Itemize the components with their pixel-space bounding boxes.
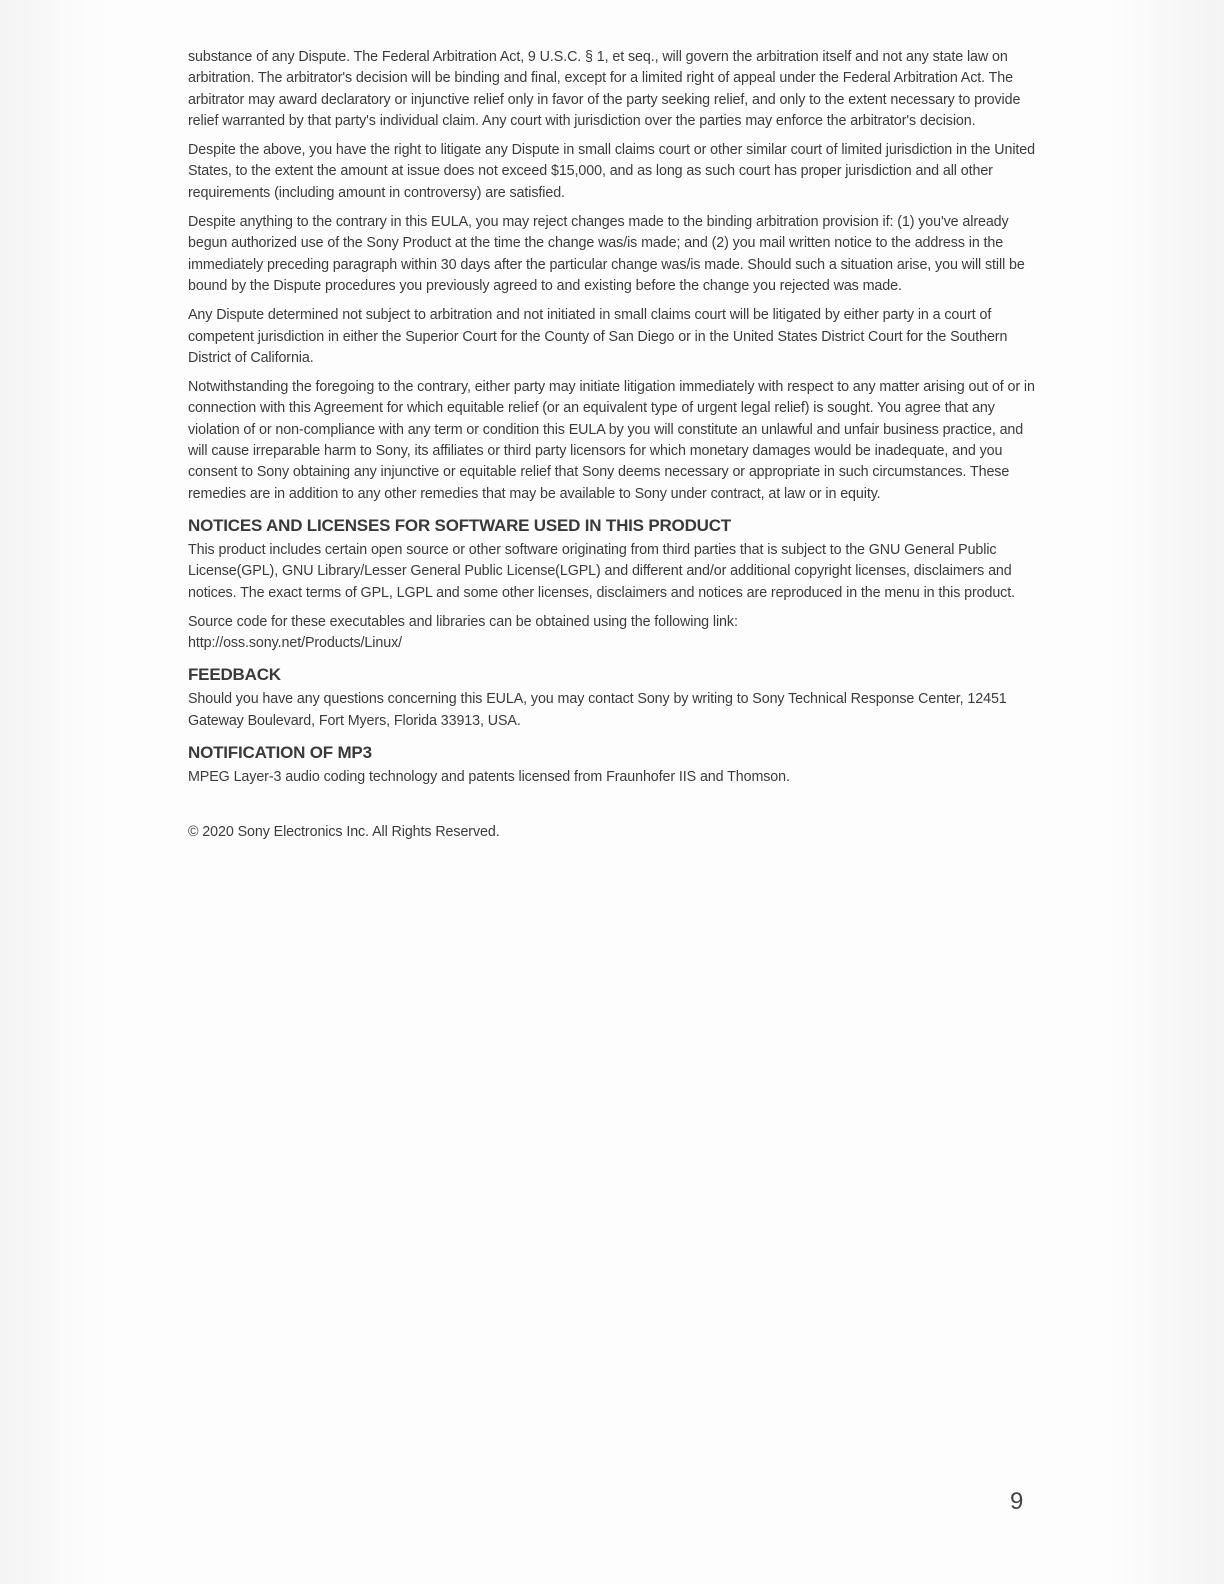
feedback-body: Should you have any questions concerning this EULA, you may contact Sony by writing to Sony Technical Response Center, 12451 Gateway Boulevard, Fort Myers, Florida 33913, USA. [188, 691, 1007, 729]
copyright-notice: © 2020 Sony Electronics Inc. All Rights Reserved. [188, 824, 500, 841]
scan-shadow-right [1106, 0, 1224, 1584]
scan-shadow-left [0, 0, 112, 1584]
source-code-paragraph [188, 612, 1036, 655]
paragraph-reject-changes: Despite anything to the contrary in this EULA, you may reject changes made to the binding arbitration provision if: (1) you've already begun authorized use of the Sony Product at the time the change was/is made; and (2) you mail written notice to the address in the immediately preceding paragraph within 30 days after the particular change was/is made. Should such a situation arise, you will still be bound by the Dispute procedures you previously agreed to and existing before the change you rejected was made. [188, 214, 1025, 294]
paragraph-jurisdiction: Any Dispute determined not subject to arbitration and not initiated in small claims court will be litigated by either party in a court of competent jurisdiction in either the Superior Court for the County of San Diego or in the United States District Court for the Southern District of California. [188, 307, 1008, 366]
paragraph-small-claims: Despite the above, you have the right to litigate any Dispute in small claims court or other similar court of limited jurisdiction in the United States, to the extent the amount at issue does not exceed $15,000, and as long as such court has proper jurisdiction and all other requirements (including amount in controversy) are satisfied. [188, 142, 1035, 201]
paragraph-arbitration-act: substance of any Dispute. The Federal Arbitration Act, 9 U.S.C. § 1, et seq., will govern the arbitration itself and not any state law on arbitration. The arbitrator's decision will be binding and final, except for a limited right of appeal under the Federal Arbitration Act. The arbitrator may award declaratory or injunctive relief only in favor of the party seeking relief, and only to the extent necessary to provide relief warranted by that party's individual claim. Any court with jurisdiction over the parties may enforce the arbitrator's decision. [188, 49, 1021, 129]
notices-body: This product includes certain open source or other software originating from third parties that is subject to the GNU General Public License(GPL), GNU Library/Lesser General Public License(LGPL) and different and/or additional copyright licenses, disclaimers and notices. The exact terms of GPL, LGPL and some other licenses, disclaimers and notices are reproduced in the menu in this product. [188, 541, 1015, 601]
page-content [188, 47, 1036, 852]
mp3-body: MPEG Layer-3 audio coding technology and patents licensed from Fraunhofer IIS and Thomson. [188, 769, 790, 786]
paragraph-equitable-relief: Notwithstanding the foregoing to the contrary, either party may initiate litigation immediately with respect to any matter arising out of or in connection with this Agreement for which equitable relief (or an equivalent type of urgent legal relief) is sought. You agree that any violation of or non-compliance with any term or condition this EULA by you will constitute an unlawful and unfair business practice, and will cause irreparable harm to Sony, its affiliates or third party licensors for which monetary damages would be inadequate, and you consent to Sony obtaining any injunctive or equitable relief that Sony deems necessary or appropriate in such circumstances. These remedies are in addition to any other remedies that may be available to Sony under contract, at law or in equity. [188, 379, 1035, 502]
feedback-heading: FEEDBACK [188, 665, 281, 685]
source-code-text: Source code for these executables and libraries can be obtained using the following link: [188, 613, 738, 630]
source-code-link[interactable]: http://oss.sony.net/Products/Linux/ [188, 635, 402, 652]
mp3-heading: NOTIFICATION OF MP3 [188, 743, 372, 763]
page-number: 9 [1010, 1488, 1024, 1515]
notices-heading: NOTICES AND LICENSES FOR SOFTWARE USED IN THIS PRODUCT [188, 515, 731, 535]
